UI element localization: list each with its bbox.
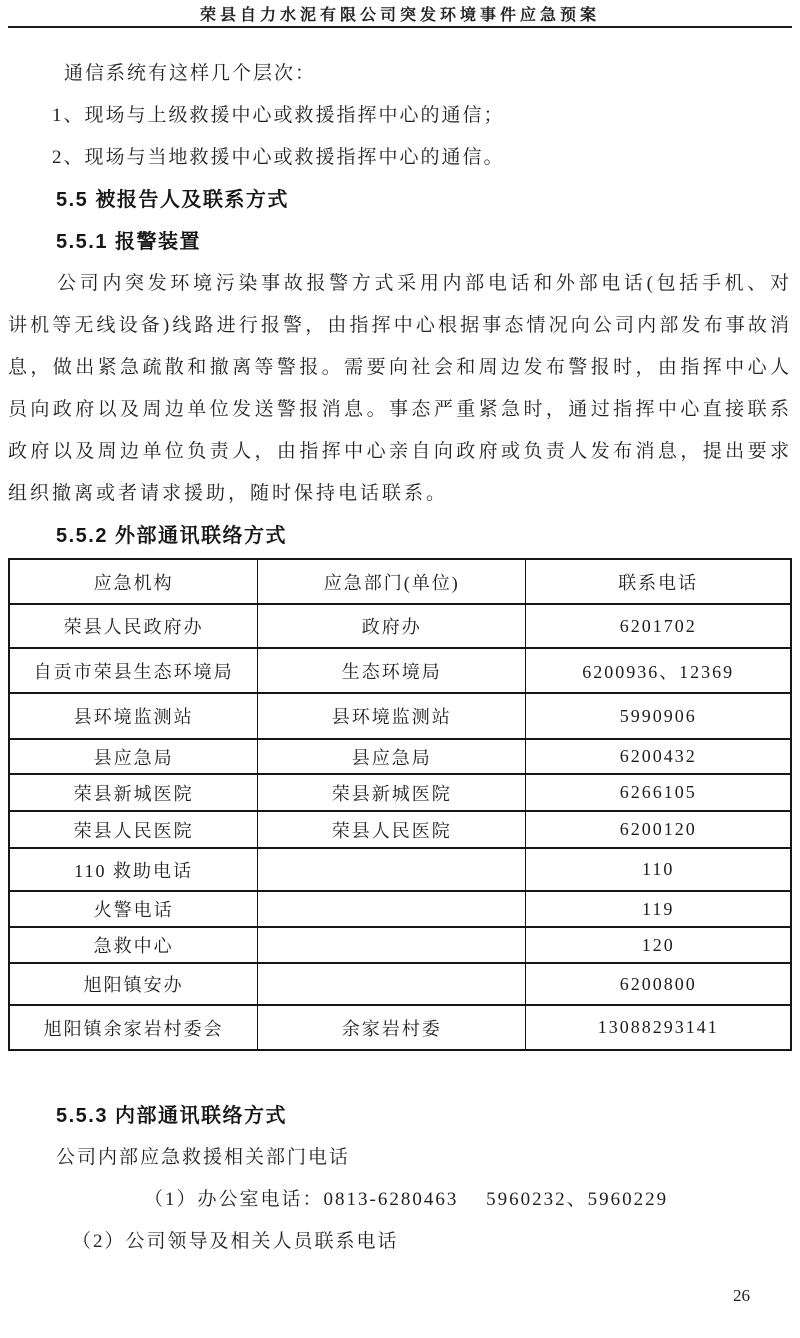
table-cell: 6200120 (526, 811, 791, 848)
column-header-department: 应急部门(单位) (258, 559, 526, 604)
table-row (9, 1005, 791, 1050)
table-cell: 县应急局 (258, 739, 526, 774)
table-cell: 生态环境局 (258, 648, 526, 693)
table-cell: 6200800 (526, 963, 791, 1005)
table-cell: 政府办 (258, 604, 526, 648)
column-header-phone: 联系电话 (526, 559, 791, 604)
table-cell: 余家岩村委 (258, 1005, 526, 1050)
table-row (9, 891, 791, 927)
internal-phone-intro: 公司内部应急救援相关部门电话 (56, 1147, 351, 1168)
heading-5-5-2: 5.5.2 外部通讯联络方式 (56, 525, 288, 547)
heading-5-5-1: 5.5.1 报警装置 (56, 231, 202, 253)
table-cell: 荣县人民政府办 (9, 604, 258, 648)
table-cell: 县环境监测站 (258, 693, 526, 739)
table-cell: 110 救助电话 (9, 848, 258, 891)
header-rule (8, 26, 792, 28)
external-contact-table (8, 558, 792, 1051)
table-cell: 旭阳镇安办 (9, 963, 258, 1005)
table-cell: 火警电话 (9, 891, 258, 927)
table-cell: 旭阳镇余家岩村委会 (9, 1005, 258, 1050)
table-row (9, 648, 791, 693)
list-item-1: 1、现场与上级救援中心或救援指挥中心的通信； (52, 105, 505, 126)
table-cell: 6266105 (526, 774, 791, 811)
table-cell: 荣县人民医院 (258, 811, 526, 848)
table-cell: 急救中心 (9, 927, 258, 963)
table-cell: 荣县人民医院 (9, 811, 258, 848)
table-cell: 荣县新城医院 (9, 774, 258, 811)
table-row (9, 811, 791, 848)
table-row (9, 774, 791, 811)
table-header-row (9, 559, 791, 604)
table-cell: 13088293141 (526, 1005, 791, 1050)
intro-line: 通信系统有这样几个层次： (64, 63, 317, 84)
table-row (9, 927, 791, 963)
table-cell: 120 (526, 927, 791, 963)
table-row (9, 604, 791, 648)
table-row (9, 963, 791, 1005)
table-cell: 119 (526, 891, 791, 927)
leader-phone-line: （2）公司领导及相关人员联系电话 (72, 1231, 399, 1252)
table-cell: 荣县新城医院 (258, 774, 526, 811)
table-row (9, 739, 791, 774)
list-item-2: 2、现场与当地救援中心或救援指挥中心的通信。 (52, 147, 505, 168)
table-cell: 6200432 (526, 739, 791, 774)
table-cell: 县应急局 (9, 739, 258, 774)
table-cell: 自贡市荣县生态环境局 (9, 648, 258, 693)
table-cell: 110 (526, 848, 791, 891)
table-cell (258, 927, 526, 963)
table-row (9, 693, 791, 739)
alarm-paragraph: 公司内突发环境污染事故报警方式采用内部电话和外部电话(包括手机、对讲机等无线设备)线路进行报警，由指挥中心根据事态情况向公司内部发布事故消息，做出紧急疏散和撤离等警报。需要向社会和周边发布警报时，由指挥中心人员向政府以及周边单位发送警报消息。事态严重紧急时，通过指挥中心直接联系政府以及周边单位负责人，由指挥中心亲自向政府或负责人发布消息，提出要求组织撤离或者请求援助，随时保持电话联系。 (8, 273, 792, 504)
table-cell (258, 963, 526, 1005)
office-phone-line: （1）办公室电话：0813-6280463 5960232、5960229 (144, 1189, 669, 1210)
table-cell (258, 891, 526, 927)
heading-5-5: 5.5 被报告人及联系方式 (56, 189, 289, 211)
table-row (9, 848, 791, 891)
table-cell: 6201702 (526, 604, 791, 648)
page-header (0, 0, 800, 28)
page-body (0, 53, 800, 1263)
table-cell: 6200936、12369 (526, 648, 791, 693)
heading-5-5-3: 5.5.3 内部通讯联络方式 (56, 1105, 288, 1127)
page-number: 26 (733, 1286, 750, 1305)
column-header-agency: 应急机构 (9, 559, 258, 604)
table-cell: 县环境监测站 (9, 693, 258, 739)
table-cell (258, 848, 526, 891)
table-cell: 5990906 (526, 693, 791, 739)
document-title: 荣县自力水泥有限公司突发环境事件应急预案 (199, 7, 600, 24)
